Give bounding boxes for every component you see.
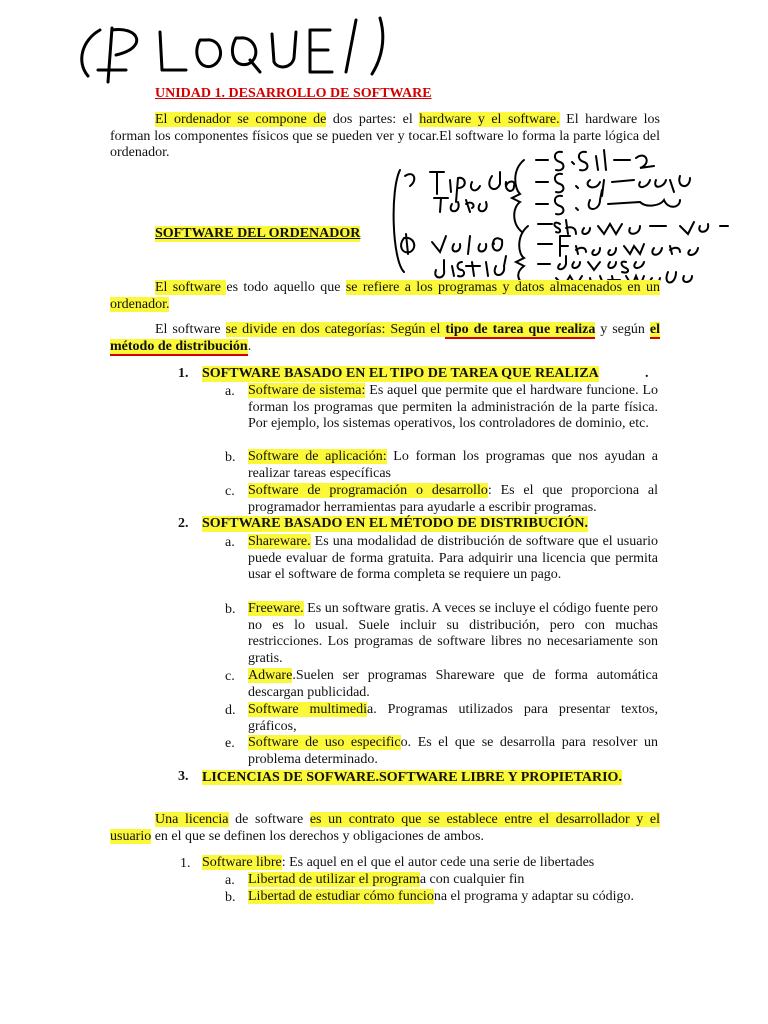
free-highlight: Software libre: [202, 855, 282, 870]
intro-text-2: El hardware los forman los componentes físicos que se pueden ver y tocar.El software lo forma la parte lógica del ordenador.: [110, 112, 661, 160]
free-line: [202, 855, 658, 872]
section-3-number: 3.: [178, 769, 189, 784]
free-text: : Es aquel en el que el autor cede una serie de libertades: [281, 855, 595, 870]
s2-item-e-letter: e.: [225, 736, 235, 751]
s1-item-b-letter: b.: [225, 450, 236, 465]
section-1-period: .: [645, 366, 649, 381]
s1-item-b-text: Lo forman los programas que nos ayudan a realizar tareas específicas: [248, 449, 658, 481]
section-2-number: 2.: [178, 516, 189, 531]
s1-item-a-text: Es aquel que permite que el hardware funcione. Lo forman los programas que permiten la administración de la parte física. Por ejemplo, los sistemas operativos, los controladores de dominio, etc.: [248, 383, 658, 431]
division-paragraph: [110, 322, 660, 355]
s2-item-a-letter: a.: [225, 535, 235, 550]
division-highlight-tipo: tipo de tarea que realiza: [445, 322, 596, 337]
section-1-title: SOFTWARE BASADO EN EL TIPO DE TAREA QUE REALIZA: [202, 366, 599, 381]
s1-item-c-text: : Es el que proporciona al programador herramientas para ayudarle a escribir programas.: [248, 483, 658, 515]
s2-item-a-text: Es una modalidad de distribución de software que el usuario puede evaluar de forma gratuita. Para adquirir una licencia que permita usar el software de forma completa se requiere un pago.: [248, 534, 658, 582]
s2-item-d-letter: d.: [225, 703, 236, 718]
free-item-a: [248, 872, 658, 889]
s1-item-b-highlight: Software de aplicación:: [248, 449, 387, 464]
s1-item-a-highlight: Software de sistema:: [248, 383, 366, 398]
s1-item-c-letter: c.: [225, 484, 235, 499]
unit-title: UNIDAD 1. DESARROLLO DE SOFTWARE: [155, 86, 432, 101]
free-item-a-letter: a.: [225, 873, 235, 888]
s2-item-a-highlight: Shareware.: [248, 534, 311, 549]
definition-paragraph: [110, 280, 660, 313]
licence-highlight-2: es un contrato que se establece entre el desarrollador y el usuario: [110, 812, 660, 844]
s2-item-a: [248, 534, 658, 584]
s2-item-c-letter: c.: [225, 669, 235, 684]
intro-highlight-2: hardware y el software.: [419, 112, 560, 127]
section-1-number: 1.: [178, 366, 189, 381]
s2-item-e-highlight: Software de uso especific: [248, 735, 401, 750]
intro-text-1: dos partes: el: [326, 112, 420, 127]
s2-item-c-text: .Suelen ser programas Shareware que de forma automática descargan publicidad.: [248, 668, 658, 700]
licence-text-2: en el que se definen los derechos y obligaciones de ambos.: [151, 828, 485, 844]
section-3-title-wrap: [202, 769, 658, 786]
s2-item-d: [248, 702, 658, 735]
s2-item-b-text: Es un software gratis. A veces se incluye el código fuente pero no es lo usual. Suele incluir su distribución, pero con muchas restricciones. Los programas de software libres no necesariamente son gratis.: [248, 601, 658, 666]
s1-item-c: [248, 483, 658, 516]
section-3-title: LICENCIAS DE SOFWARE.SOFTWARE LIBRE Y PROPIETARIO.: [202, 770, 622, 785]
definition-highlight-1: El software: [155, 280, 227, 295]
s1-item-c-highlight: Software de programación o desarrollo: [248, 483, 488, 498]
free-item-b-text: na el programa y adaptar su código.: [433, 889, 635, 904]
free-item-a-highlight: Libertad de utilizar el program: [248, 872, 420, 887]
division-highlight-metodo: el método de distribución: [110, 322, 660, 354]
free-item-b-highlight: Libertad de estudiar cómo funcio: [248, 889, 434, 904]
intro-paragraph: [110, 112, 660, 162]
s2-item-d-text: a. Programas utilizados para presentar textos, gráficos,: [248, 702, 658, 734]
handwritten-notes: [394, 150, 690, 272]
definition-text: es todo aquello que: [226, 280, 346, 295]
s1-item-a: [248, 383, 658, 433]
licence-text-1: de software: [228, 812, 310, 827]
section-2-title: SOFTWARE BASADO EN EL MÉTODO DE DISTRIBUCIÓN.: [202, 516, 588, 531]
handwritten-notes-2: [401, 220, 728, 286]
s2-item-e: [248, 735, 658, 768]
s2-item-c-highlight: Adware: [248, 668, 293, 683]
free-item-b-letter: b.: [225, 890, 236, 905]
definition-highlight-2: se refiere a los programas y datos almacenados en un ordenador.: [110, 280, 660, 312]
s1-item-b: [248, 449, 658, 482]
free-item-b: [248, 889, 658, 906]
s2-item-e-text: o. Es el que se desarrolla para resolver un problema determinado.: [248, 735, 658, 767]
division-highlight-1: se divide en dos categorías: Según el: [225, 322, 446, 337]
s2-item-d-highlight: Software multimedi: [248, 702, 368, 717]
division-text-3: .: [247, 338, 252, 354]
licence-paragraph: [110, 812, 660, 845]
free-number: 1.: [180, 856, 191, 871]
section-heading-software: SOFTWARE DEL ORDENADOR: [155, 226, 361, 241]
intro-highlight-1: El ordenador se compone de: [155, 112, 327, 127]
s1-item-a-letter: a.: [225, 384, 235, 399]
s2-item-b: [248, 601, 658, 667]
s2-item-c: [248, 668, 658, 701]
division-text-2: y según: [595, 322, 650, 337]
s2-item-b-highlight: Freeware.: [248, 601, 304, 616]
free-item-a-text: a con cualquier fin: [419, 872, 525, 887]
division-text-1: El software: [155, 322, 226, 337]
handwritten-title-bloque: [82, 18, 383, 82]
licence-highlight-1: Una licencia: [155, 812, 229, 827]
s2-item-b-letter: b.: [225, 602, 236, 617]
